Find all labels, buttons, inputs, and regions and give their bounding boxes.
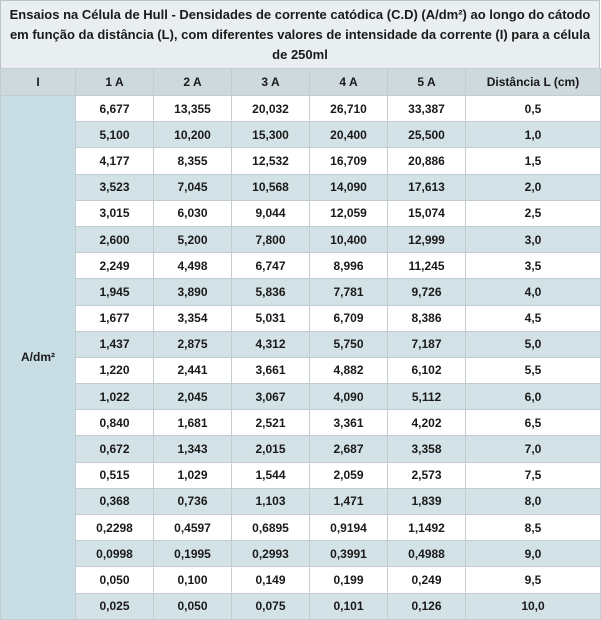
density-cell: 0,249 [388,567,466,593]
table-row [1,305,601,331]
density-cell: 12,059 [310,200,388,226]
density-cell: 1,022 [76,384,154,410]
density-cell: 6,709 [310,305,388,331]
density-cell: 7,045 [154,174,232,200]
density-cell: 4,882 [310,357,388,383]
distance-cell: 8,0 [466,488,601,514]
density-cell: 2,441 [154,357,232,383]
table-row [1,279,601,305]
density-cell: 2,249 [76,253,154,279]
density-cell: 20,886 [388,148,466,174]
density-cell: 9,726 [388,279,466,305]
density-cell: 2,015 [232,436,310,462]
distance-cell: 6,5 [466,410,601,436]
distance-cell: 3,0 [466,226,601,252]
distance-cell: 2,0 [466,174,601,200]
density-cell: 12,532 [232,148,310,174]
distance-cell: 5,5 [466,357,601,383]
density-cell: 4,177 [76,148,154,174]
density-cell: 5,031 [232,305,310,331]
density-cell: 8,355 [154,148,232,174]
table-row [1,174,601,200]
density-cell: 6,747 [232,253,310,279]
density-cell: 5,836 [232,279,310,305]
density-cell: 1,544 [232,462,310,488]
density-cell: 0,126 [388,593,466,619]
header-1a: 1 A [76,69,154,96]
table-row [1,384,601,410]
density-cell: 7,781 [310,279,388,305]
table-row [1,410,601,436]
density-cell: 1,1492 [388,515,466,541]
density-cell: 4,498 [154,253,232,279]
density-cell: 1,437 [76,331,154,357]
distance-cell: 4,0 [466,279,601,305]
header-5a: 5 A [388,69,466,96]
table-row [1,357,601,383]
density-cell: 4,202 [388,410,466,436]
header-current: I [1,69,76,96]
density-cell: 7,187 [388,331,466,357]
density-cell: 33,387 [388,96,466,122]
density-cell: 2,059 [310,462,388,488]
density-cell: 2,045 [154,384,232,410]
density-cell: 1,677 [76,305,154,331]
distance-cell: 6,0 [466,384,601,410]
density-cell: 3,523 [76,174,154,200]
unit-label: A/dm² [1,96,76,620]
density-cell: 0,075 [232,593,310,619]
density-cell: 0,9194 [310,515,388,541]
density-cell: 0,1995 [154,541,232,567]
density-cell: 15,074 [388,200,466,226]
density-cell: 1,945 [76,279,154,305]
density-cell: 10,568 [232,174,310,200]
density-cell: 10,400 [310,226,388,252]
table-row [1,515,601,541]
density-cell: 2,600 [76,226,154,252]
table-title: Ensaios na Célula de Hull - Densidades de corrente catódica (C.D) (A/dm²) ao longo do cátodo em função da distância (L), com diferentes valores de intensidade da corrente (I) para a célula de 250ml [0,0,600,68]
distance-cell: 8,5 [466,515,601,541]
density-cell: 7,800 [232,226,310,252]
density-cell: 10,200 [154,122,232,148]
density-cell: 8,996 [310,253,388,279]
density-cell: 0,0998 [76,541,154,567]
distance-cell: 7,5 [466,462,601,488]
distance-cell: 7,0 [466,436,601,462]
density-cell: 3,358 [388,436,466,462]
distance-cell: 10,0 [466,593,601,619]
distance-cell: 9,0 [466,541,601,567]
distance-cell: 1,0 [466,122,601,148]
density-cell: 3,361 [310,410,388,436]
density-cell: 2,573 [388,462,466,488]
density-cell: 0,840 [76,410,154,436]
distance-cell: 3,5 [466,253,601,279]
table-row [1,593,601,619]
density-cell: 5,100 [76,122,154,148]
density-cell: 1,681 [154,410,232,436]
density-cell: 5,200 [154,226,232,252]
density-cell: 0,3991 [310,541,388,567]
density-cell: 1,220 [76,357,154,383]
density-cell: 0,025 [76,593,154,619]
table-row [1,226,601,252]
table-body [1,96,601,620]
density-cell: 3,661 [232,357,310,383]
density-cell: 16,709 [310,148,388,174]
distance-cell: 2,5 [466,200,601,226]
density-cell: 1,103 [232,488,310,514]
density-cell: 0,6895 [232,515,310,541]
density-cell: 5,750 [310,331,388,357]
density-cell: 0,050 [76,567,154,593]
header-distance: Distância L (cm) [466,69,601,96]
table-row [1,541,601,567]
density-cell: 9,044 [232,200,310,226]
table-row [1,462,601,488]
density-cell: 5,112 [388,384,466,410]
density-cell: 1,343 [154,436,232,462]
density-cell: 0,672 [76,436,154,462]
density-cell: 1,471 [310,488,388,514]
density-cell: 17,613 [388,174,466,200]
density-cell: 0,101 [310,593,388,619]
table-row [1,122,601,148]
density-cell: 4,312 [232,331,310,357]
density-cell: 6,102 [388,357,466,383]
density-cell: 1,839 [388,488,466,514]
current-density-table [0,68,601,620]
density-cell: 15,300 [232,122,310,148]
table-row [1,96,601,122]
header-3a: 3 A [232,69,310,96]
table-row [1,567,601,593]
density-cell: 20,032 [232,96,310,122]
density-cell: 25,500 [388,122,466,148]
density-cell: 11,245 [388,253,466,279]
header-4a: 4 A [310,69,388,96]
density-cell: 2,875 [154,331,232,357]
table-row [1,436,601,462]
header-2a: 2 A [154,69,232,96]
density-cell: 6,677 [76,96,154,122]
density-cell: 3,354 [154,305,232,331]
density-cell: 26,710 [310,96,388,122]
distance-cell: 9,5 [466,567,601,593]
table-row [1,253,601,279]
density-cell: 0,199 [310,567,388,593]
density-cell: 0,2298 [76,515,154,541]
density-cell: 3,890 [154,279,232,305]
density-cell: 14,090 [310,174,388,200]
density-cell: 4,090 [310,384,388,410]
density-cell: 13,355 [154,96,232,122]
density-cell: 1,029 [154,462,232,488]
density-cell: 3,015 [76,200,154,226]
density-cell: 0,149 [232,567,310,593]
density-cell: 0,050 [154,593,232,619]
distance-cell: 1,5 [466,148,601,174]
density-cell: 0,736 [154,488,232,514]
density-cell: 12,999 [388,226,466,252]
table-row [1,331,601,357]
density-cell: 2,687 [310,436,388,462]
density-cell: 0,368 [76,488,154,514]
density-cell: 2,521 [232,410,310,436]
table-row [1,488,601,514]
header-row [1,69,601,96]
distance-cell: 0,5 [466,96,601,122]
density-cell: 0,100 [154,567,232,593]
distance-cell: 4,5 [466,305,601,331]
density-cell: 0,2993 [232,541,310,567]
density-cell: 0,4988 [388,541,466,567]
table-row [1,200,601,226]
distance-cell: 5,0 [466,331,601,357]
table-row [1,148,601,174]
density-cell: 0,515 [76,462,154,488]
density-cell: 8,386 [388,305,466,331]
density-cell: 20,400 [310,122,388,148]
density-cell: 6,030 [154,200,232,226]
density-cell: 3,067 [232,384,310,410]
density-cell: 0,4597 [154,515,232,541]
